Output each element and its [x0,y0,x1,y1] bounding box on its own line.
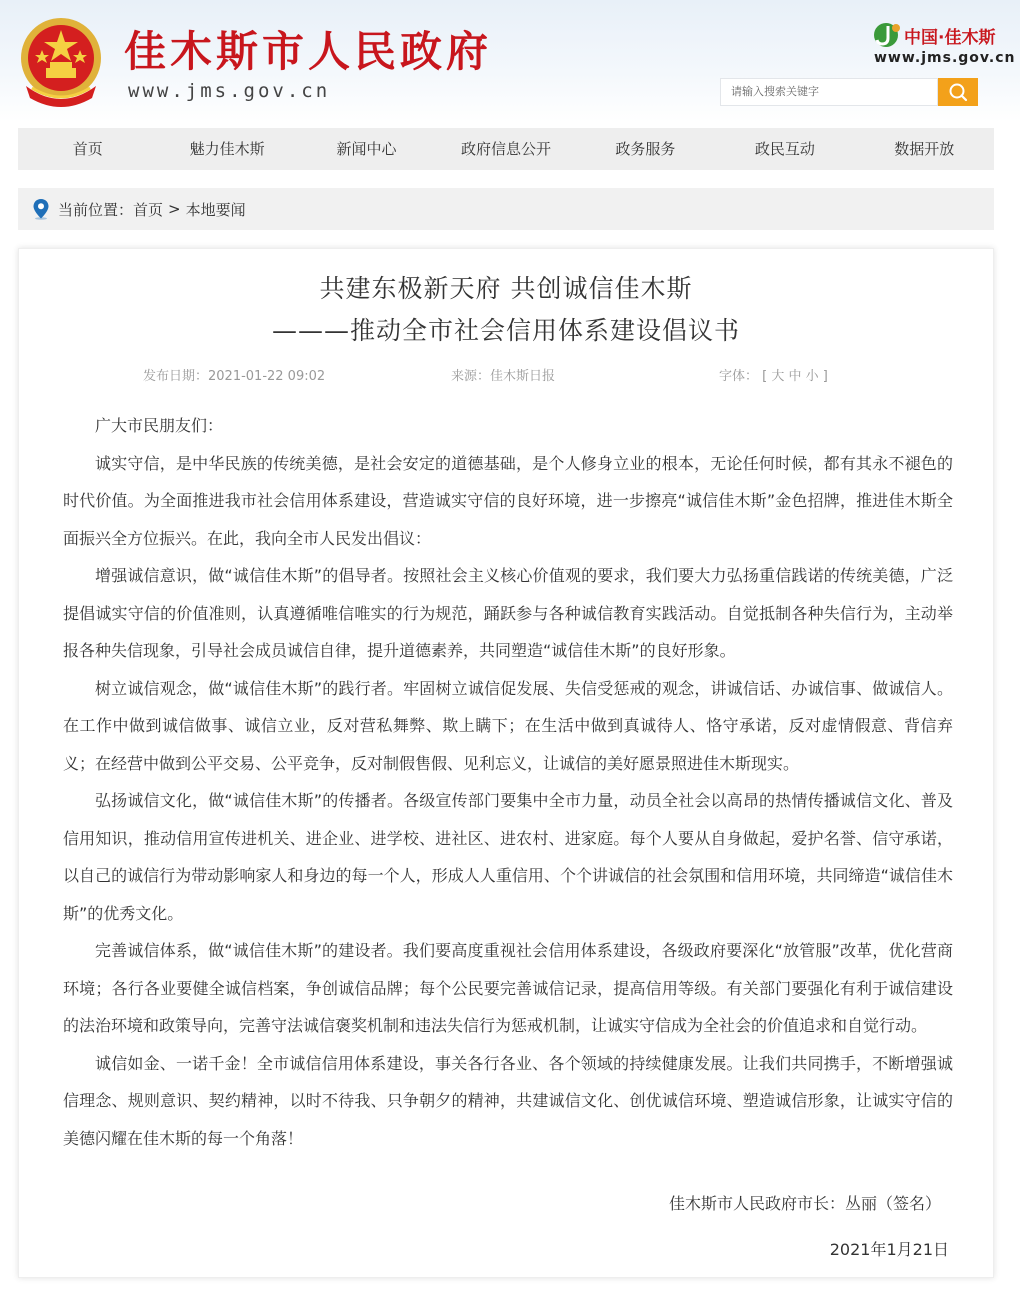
nav-item-interaction[interactable]: 政民互动 [754,140,815,158]
article-paragraph: 增强诚信意识，做“诚信佳木斯”的倡导者。按照社会主义核心价值观的要求，我们要大力弘扬重信践诺的传统美德，广泛提倡诚实守信的价值准则，认真遵循唯信唯实的行为规范，踊跃参与各种诚信教育实践活动。自觉抵制各种失信行为，主动举报各种失信现象，引导社会成员诚信自律，提升道德素养，共同塑造“诚信佳木斯”的良好形象。 [63,566,953,660]
nav-item-gov-info[interactable]: 政府信息公开 [460,140,551,158]
brand-text: 中国·佳木斯 [904,28,996,48]
breadcrumb-label: 当前位置： [58,200,134,219]
article-paragraph: 诚实守信，是中华民族的传统美德，是社会安定的道德基础，是个人修身立业的根本，无论任何时候，都有其永不褪色的时代价值。为全面推进我市社会信用体系建设，营造诚实守信的良好环境，进一步擦亮“诚信佳木斯”金色招牌，推进佳木斯全面振兴全方位振兴。在此，我向全市人民发出倡议： [63,453,953,548]
search-box [720,78,938,106]
publish-date: 发布日期：2021-01-22 09:02 [143,369,326,384]
article-subtitle: ———推动全市社会信用体系建设倡议书 [271,316,740,345]
article-paragraph: 弘扬诚信文化，做“诚信佳木斯”的传播者。各级宣传部门要集中全市力量，动员全社会以高昂的热情传播诚信文化、普及信用知识，推动信用宣传进机关、进企业、进学校、进社区、进农村、进家庭。每个人要从自身做起，爱护名誉、信守承诺，以自己的诚信行为带动影响家人和身边的每一个人，形成人人重信用、个个讲诚信的社会氛围和信用环境，共同缔造“诚信佳木斯”的优秀文化。 [63,791,953,923]
article-body [63,407,953,1157]
brand-url: www.jms.gov.cn [874,50,1016,66]
nav-item-news[interactable]: 新闻中心 [336,140,397,158]
site-header [0,0,1020,122]
nav-item-charm[interactable]: 魅力佳木斯 [189,140,265,158]
font-size-label: 字体： [719,369,759,384]
brand-logo-icon [872,22,902,48]
article-paragraph: 完善诚信体系，做“诚信佳木斯”的建设者。我们要高度重视社会信用体系建设，各级政府要深化“放管服”改革，优化营商环境；各行各业要健全诚信档案，争创诚信品牌；每个公民要完善诚信记录，提高信用等级。有关部门要强化有利于诚信建设的法治环境和政策导向，完善守法诚信褒奖机制和违法失信行为惩戒机制，让诚实守信成为全社会的价值追求和自觉行动。 [63,941,953,1035]
signature: 佳木斯市人民政府市长：丛丽（签名） [668,1194,941,1213]
article-paragraph: 诚信如金、一诺千金！全市诚信信用体系建设，事关各行各业、各个领域的持续健康发展。让我们共同携手，不断增强诚信理念、规则意识、契约精神，以时不待我、只争朝夕的精神，共建诚信文化、创优诚信环境、塑造诚信形象，让诚实守信的美德闪耀在佳木斯的每一个角落！ [63,1053,953,1148]
font-size-options[interactable]: [ 大 中 小 ] [762,369,828,384]
location-pin-icon [32,198,50,220]
breadcrumb [18,188,994,230]
site-title: 佳木斯市人民政府 [124,27,493,76]
search-button[interactable] [938,78,978,106]
brand-logo[interactable] [872,22,1012,48]
site-url: www.jms.gov.cn [128,80,331,102]
article-title: 共建东极新天府 共创诚信佳木斯 [319,274,693,303]
article-source: 来源：佳木斯日报 [451,369,556,384]
search-icon [948,82,968,102]
nav-item-home[interactable]: 首页 [72,140,103,158]
nav-item-open-data[interactable]: 数据开放 [894,140,955,158]
main-nav [18,128,994,170]
signature-date: 2021年1月21日 [829,1240,949,1259]
breadcrumb-separator: > [168,200,181,218]
breadcrumb-current-link[interactable]: 本地要闻 [185,200,246,219]
font-size-control [719,365,828,384]
nav-item-gov-service[interactable]: 政务服务 [615,140,676,158]
article-paragraph: 树立诚信观念，做“诚信佳木斯”的践行者。牢固树立诚信促发展、失信受惩戒的观念，讲诚信话、办诚信事、做诚信人。在工作中做到诚信做事、诚信立业，反对营私舞弊、欺上瞒下；在生活中做到真诚待人、恪守承诺，反对虚情假意、背信弃义；在经营中做到公平交易、公平竞争，反对制假售假、见利忘义，让诚信的美好愿景照进佳木斯现实。 [63,678,953,773]
breadcrumb-home-link[interactable]: 首页 [133,200,164,219]
national-emblem-icon [18,16,104,108]
article-card [18,248,994,1278]
article-paragraph: 广大市民朋友们： [95,416,224,435]
search-input[interactable] [721,79,937,105]
